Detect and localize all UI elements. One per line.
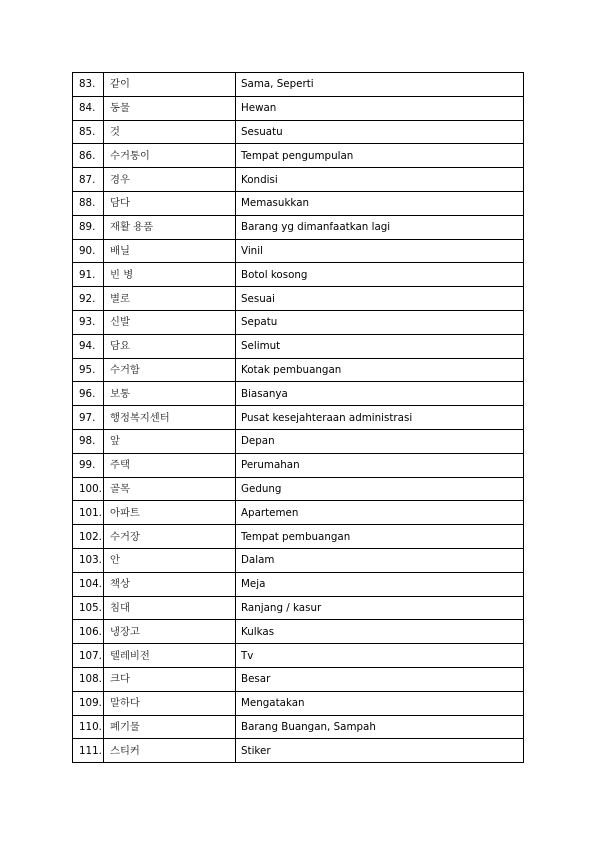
korean-word: 동물 — [104, 96, 236, 120]
table-row — [73, 691, 524, 715]
table-row — [73, 144, 524, 168]
row-number: 94. — [73, 334, 104, 358]
korean-word: 같이 — [104, 73, 236, 97]
row-number: 93. — [73, 310, 104, 334]
vocabulary-table — [72, 72, 524, 763]
row-number: 92. — [73, 287, 104, 311]
row-number: 99. — [73, 453, 104, 477]
table-row — [73, 667, 524, 691]
row-number: 101. — [73, 501, 104, 525]
indonesian-meaning: Sepatu — [236, 310, 524, 334]
row-number: 95. — [73, 358, 104, 382]
table-row — [73, 239, 524, 263]
korean-word: 행정복지센터 — [104, 406, 236, 430]
row-number: 83. — [73, 73, 104, 97]
indonesian-meaning: Depan — [236, 429, 524, 453]
row-number: 103. — [73, 548, 104, 572]
indonesian-meaning: Barang yg dimanfaatkan lagi — [236, 215, 524, 239]
indonesian-meaning: Botol kosong — [236, 263, 524, 287]
row-number: 97. — [73, 406, 104, 430]
korean-word: 담다 — [104, 191, 236, 215]
table-row — [73, 382, 524, 406]
indonesian-meaning: Hewan — [236, 96, 524, 120]
table-row — [73, 191, 524, 215]
indonesian-meaning: Gedung — [236, 477, 524, 501]
indonesian-meaning: Kulkas — [236, 620, 524, 644]
row-number: 85. — [73, 120, 104, 144]
korean-word: 배닐 — [104, 239, 236, 263]
indonesian-meaning: Biasanya — [236, 382, 524, 406]
table-row — [73, 73, 524, 97]
table-row — [73, 620, 524, 644]
indonesian-meaning: Ranjang / kasur — [236, 596, 524, 620]
korean-word: 골목 — [104, 477, 236, 501]
row-number: 86. — [73, 144, 104, 168]
indonesian-meaning: Tempat pembuangan — [236, 525, 524, 549]
table-row — [73, 263, 524, 287]
korean-word: 담요 — [104, 334, 236, 358]
korean-word: 앞 — [104, 429, 236, 453]
indonesian-meaning: Perumahan — [236, 453, 524, 477]
korean-word: 말하다 — [104, 691, 236, 715]
indonesian-meaning: Apartemen — [236, 501, 524, 525]
row-number: 110. — [73, 715, 104, 739]
korean-word: 침대 — [104, 596, 236, 620]
row-number: 98. — [73, 429, 104, 453]
indonesian-meaning: Barang Buangan, Sampah — [236, 715, 524, 739]
table-row — [73, 168, 524, 192]
table-row — [73, 453, 524, 477]
table-row — [73, 406, 524, 430]
korean-word: 별로 — [104, 287, 236, 311]
row-number: 105. — [73, 596, 104, 620]
korean-word: 재활 용품 — [104, 215, 236, 239]
korean-word: 수거장 — [104, 525, 236, 549]
table-row — [73, 739, 524, 763]
table-row — [73, 96, 524, 120]
indonesian-meaning: Sesuatu — [236, 120, 524, 144]
indonesian-meaning: Sama, Seperti — [236, 73, 524, 97]
korean-word: 냉장고 — [104, 620, 236, 644]
table-row — [73, 429, 524, 453]
indonesian-meaning: Kotak pembuangan — [236, 358, 524, 382]
table-row — [73, 334, 524, 358]
table-row — [73, 310, 524, 334]
row-number: 96. — [73, 382, 104, 406]
indonesian-meaning: Sesuai — [236, 287, 524, 311]
korean-word: 아파트 — [104, 501, 236, 525]
korean-word: 스티커 — [104, 739, 236, 763]
table-row — [73, 715, 524, 739]
indonesian-meaning: Tempat pengumpulan — [236, 144, 524, 168]
row-number: 84. — [73, 96, 104, 120]
indonesian-meaning: Tv — [236, 644, 524, 668]
row-number: 104. — [73, 572, 104, 596]
row-number: 91. — [73, 263, 104, 287]
korean-word: 경우 — [104, 168, 236, 192]
korean-word: 폐기물 — [104, 715, 236, 739]
korean-word: 것 — [104, 120, 236, 144]
row-number: 109. — [73, 691, 104, 715]
korean-word: 보통 — [104, 382, 236, 406]
table-row — [73, 120, 524, 144]
korean-word: 크다 — [104, 667, 236, 691]
table-row — [73, 596, 524, 620]
table-row — [73, 358, 524, 382]
indonesian-meaning: Stiker — [236, 739, 524, 763]
indonesian-meaning: Memasukkan — [236, 191, 524, 215]
row-number: 89. — [73, 215, 104, 239]
indonesian-meaning: Meja — [236, 572, 524, 596]
row-number: 90. — [73, 239, 104, 263]
table-row — [73, 548, 524, 572]
table-row — [73, 477, 524, 501]
korean-word: 안 — [104, 548, 236, 572]
row-number: 107. — [73, 644, 104, 668]
row-number: 111. — [73, 739, 104, 763]
table-row — [73, 501, 524, 525]
vocabulary-table-body — [73, 73, 524, 763]
korean-word: 수거통이 — [104, 144, 236, 168]
indonesian-meaning: Kondisi — [236, 168, 524, 192]
korean-word: 책상 — [104, 572, 236, 596]
row-number: 106. — [73, 620, 104, 644]
table-row — [73, 644, 524, 668]
korean-word: 텔레비전 — [104, 644, 236, 668]
table-row — [73, 572, 524, 596]
indonesian-meaning: Vinil — [236, 239, 524, 263]
indonesian-meaning: Dalam — [236, 548, 524, 572]
table-row — [73, 287, 524, 311]
row-number: 87. — [73, 168, 104, 192]
korean-word: 빈 병 — [104, 263, 236, 287]
korean-word: 수거함 — [104, 358, 236, 382]
indonesian-meaning: Mengatakan — [236, 691, 524, 715]
indonesian-meaning: Pusat kesejahteraan administrasi — [236, 406, 524, 430]
row-number: 102. — [73, 525, 104, 549]
korean-word: 신발 — [104, 310, 236, 334]
row-number: 88. — [73, 191, 104, 215]
indonesian-meaning: Besar — [236, 667, 524, 691]
table-row — [73, 525, 524, 549]
row-number: 100. — [73, 477, 104, 501]
table-row — [73, 215, 524, 239]
korean-word: 주택 — [104, 453, 236, 477]
indonesian-meaning: Selimut — [236, 334, 524, 358]
row-number: 108. — [73, 667, 104, 691]
